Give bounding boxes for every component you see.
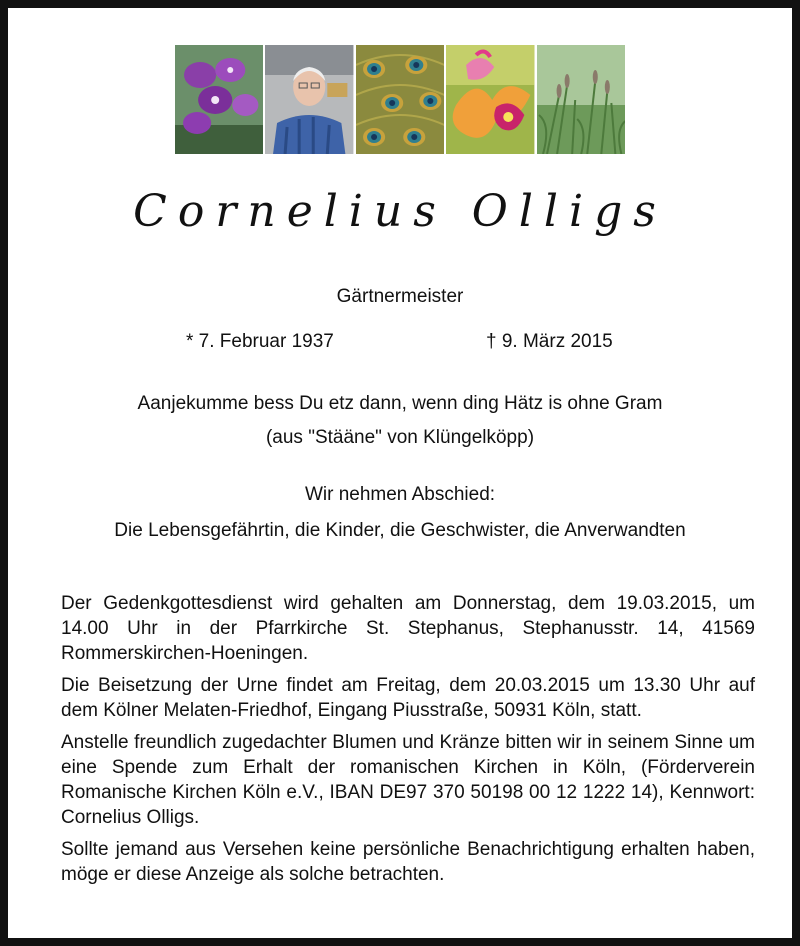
photo-strip: [175, 45, 625, 154]
profession: Gärtnermeister: [336, 286, 464, 307]
deceased-name: Cornelius Olligs: [133, 186, 667, 237]
plantain-plants-photo-icon: [537, 45, 625, 154]
portrait-photo-icon: [265, 45, 353, 154]
announcement-text: [61, 591, 755, 894]
notification-paragraph: Sollte jemand aus Versehen keine persönliche Benachrichtigung erhalten haben, möge er diese Anzeige als solche betrachten.: [61, 839, 755, 885]
birth-date: * 7. Februar 1937: [186, 331, 334, 352]
peacock-feathers-photo-icon: [356, 45, 444, 154]
quote-source: (aus "Stääne" von Klüngelköpp): [265, 427, 535, 448]
memorial-service-paragraph: Der Gedenkgottesdienst wird gehalten am Donnerstag, dem 19.03.2015, um 14.00 Uhr in der Pfarrkirche St. Stephanus, Stephanusstr. 14, 41569 Rommerskirchen-Hoeningen.: [61, 593, 755, 664]
mourners: Die Lebensgefährtin, die Kinder, die Geschwister, die Anverwandten: [114, 520, 686, 541]
quote: Aanjekumme bess Du etz dann, wenn ding Hätz is ohne Gram: [137, 393, 663, 414]
farewell-heading: Wir nehmen Abschied:: [304, 484, 496, 505]
orange-orchid-photo-icon: [446, 45, 534, 154]
orchid-photo-icon: [175, 45, 263, 154]
death-date: † 9. März 2015: [486, 331, 613, 352]
burial-paragraph: Die Beisetzung der Urne findet am Freitag, dem 20.03.2015 um 13.30 Uhr auf dem Kölner Melaten-Friedhof, Eingang Piusstraße, 50931 Köln, statt.: [61, 675, 755, 721]
donation-paragraph: Anstelle freundlich zugedachter Blumen und Kränze bitten wir in seinem Sinne um eine Spende zum Erhalt der romanischen Kirchen in Köln, (Förderverein Romanische Kirchen Köln e.V., IBAN DE97 370 50198 00 12 1222 14), Kennwort: Cornelius Olligs.: [61, 732, 755, 828]
